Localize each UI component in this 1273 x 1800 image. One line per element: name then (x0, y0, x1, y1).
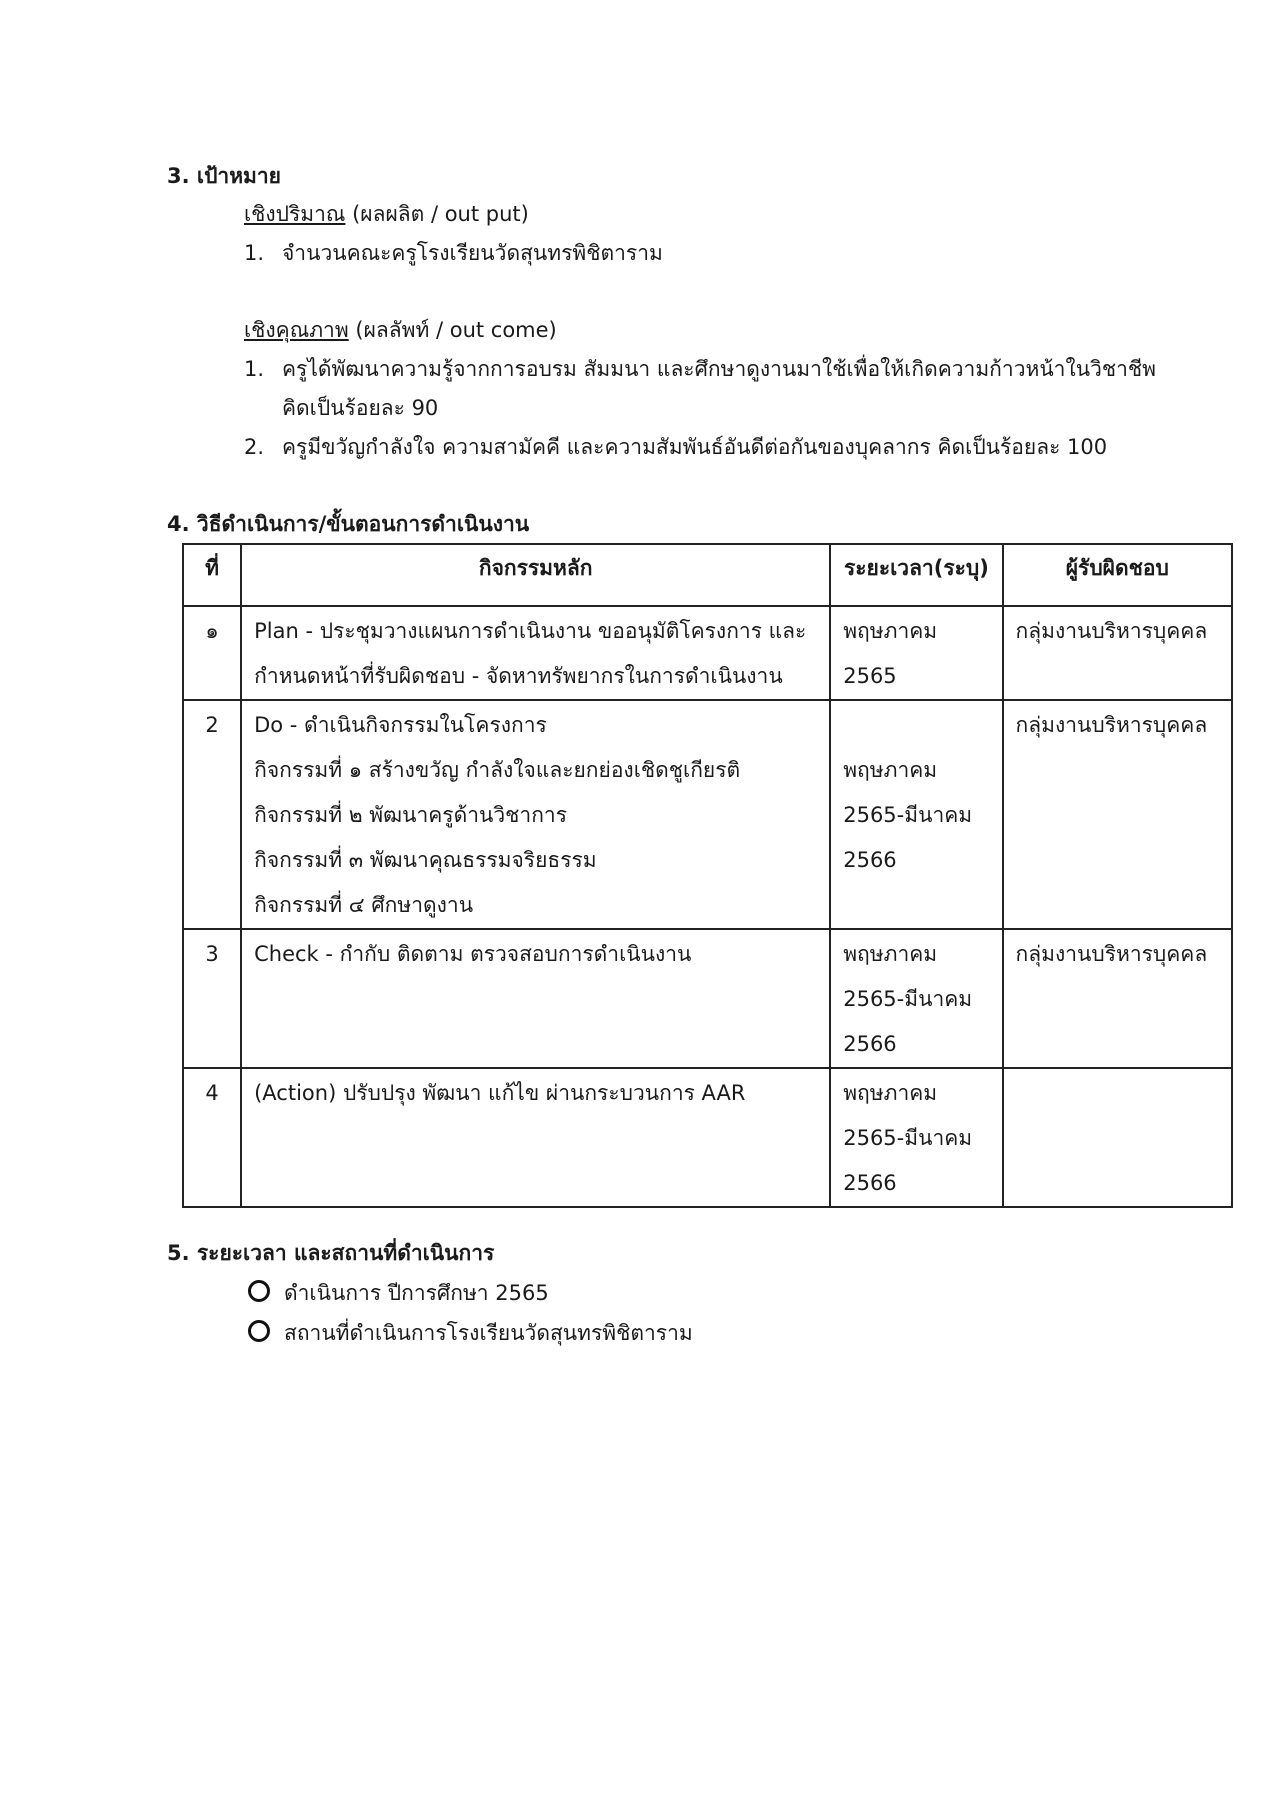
period-line: 2565-มีนาคม (843, 1126, 973, 1150)
table-row (183, 606, 1232, 700)
period-line: 2565-มีนาคม (843, 987, 973, 1011)
activity-line: (Action) ปรับปรุง พัฒนา แก้ไข ผ่านกระบวนการ AAR (254, 1081, 746, 1105)
period-line: 2566 (843, 848, 897, 872)
row-number: 2 (183, 700, 241, 929)
row-activity (241, 1068, 830, 1207)
quantity-subheading (244, 204, 529, 225)
row-number: 4 (183, 1068, 241, 1207)
quantity-item-1 (244, 243, 663, 264)
period-line: 2566 (843, 1171, 897, 1195)
activity-table (182, 543, 1233, 1208)
column-header-activity: กิจกรรมหลัก (241, 544, 830, 606)
bullet-item (248, 1320, 693, 1344)
quantity-note: (ผลผลิต / out put) (345, 202, 529, 226)
item-number: 2. (244, 435, 265, 459)
quality-subheading (244, 320, 557, 341)
activity-line: กิจกรรมที่ ๑ สร้างขวัญ กำลังใจและยกย่องเชิดชูเกียรติ (254, 758, 741, 782)
period-line: พฤษภาคม (843, 1081, 938, 1105)
period-line: 2565 (843, 664, 897, 688)
period-line: พฤษภาคม (843, 942, 938, 966)
item-text: ครูมีขวัญกำลังใจ ความสามัคคี และความสัมพันธ์อันดีต่อกันของบุคลากร คิดเป็นร้อยละ 100 (282, 435, 1108, 459)
row-activity (241, 606, 830, 700)
period-line: พฤษภาคม (843, 758, 938, 782)
row-period (830, 606, 1002, 700)
row-period (830, 700, 1002, 929)
quality-label: เชิงคุณภาพ (244, 318, 349, 342)
item-number: 1. (244, 241, 265, 265)
row-number: 3 (183, 929, 241, 1068)
circle-bullet-icon (248, 1320, 270, 1342)
activity-line: Plan - ประชุมวางแผนการดำเนินงาน ขออนุมัติโครงการ และ (254, 619, 807, 643)
column-header-period: ระยะเวลา(ระบุ) (830, 544, 1002, 606)
row-owner: กลุ่มงานบริหารบุคคล (1003, 606, 1232, 700)
table-header-row (183, 544, 1232, 606)
quality-item-1-continued: คิดเป็นร้อยละ 90 (282, 396, 439, 420)
period-line: 2566 (843, 1032, 897, 1056)
quantity-label: เชิงปริมาณ (244, 202, 346, 226)
quality-item-2 (244, 437, 1107, 458)
section-4-heading: 4. วิธีดำเนินการ/ขั้นตอนการดำเนินงาน (167, 512, 530, 536)
table-row (183, 700, 1232, 929)
table-row (183, 1068, 1232, 1207)
circle-bullet-icon (248, 1280, 270, 1302)
column-header-owner: ผู้รับผิดชอบ (1003, 544, 1232, 606)
row-activity (241, 929, 830, 1068)
row-owner: กลุ่มงานบริหารบุคคล (1003, 700, 1232, 929)
column-header-no: ที่ (183, 544, 241, 606)
bullet-text: สถานที่ดำเนินการโรงเรียนวัดสุนทรพิชิตาราม (284, 1321, 693, 1345)
activity-line: Do - ดำเนินกิจกรรมในโครงการ (254, 713, 547, 737)
item-text: จำนวนคณะครูโรงเรียนวัดสุนทรพิชิตาราม (282, 241, 663, 265)
period-line: พฤษภาคม (843, 619, 938, 643)
item-number: 1. (244, 357, 265, 381)
bullet-item (248, 1280, 549, 1304)
quality-item-1 (244, 359, 1156, 380)
table-row (183, 929, 1232, 1068)
activity-line: กิจกรรมที่ ๓ พัฒนาคุณธรรมจริยธรรม (254, 848, 597, 872)
row-period (830, 1068, 1002, 1207)
section-3-heading: 3. เป้าหมาย (167, 164, 281, 188)
row-number: ๑ (183, 606, 241, 700)
quality-note: (ผลลัพท์ / out come) (348, 318, 557, 342)
row-activity (241, 700, 830, 929)
row-period (830, 929, 1002, 1068)
section-5-heading: 5. ระยะเวลา และสถานที่ดำเนินการ (167, 1241, 495, 1265)
row-owner (1003, 1068, 1232, 1207)
activity-line: กิจกรรมที่ ๔ ศึกษาดูงาน (254, 893, 474, 917)
row-owner: กลุ่มงานบริหารบุคคล (1003, 929, 1232, 1068)
period-line: 2565-มีนาคม (843, 803, 973, 827)
activity-line: Check - กำกับ ติดตาม ตรวจสอบการดำเนินงาน (254, 942, 692, 966)
bullet-text: ดำเนินการ ปีการศึกษา 2565 (284, 1281, 549, 1305)
item-text: ครูได้พัฒนาความรู้จากการอบรม สัมมนา และศึกษาดูงานมาใช้เพื่อให้เกิดความก้าวหน้าในวิชาชีพ (282, 357, 1157, 381)
activity-line: กิจกรรมที่ ๒ พัฒนาครูด้านวิชาการ (254, 803, 567, 827)
activity-line: กำหนดหน้าที่รับผิดชอบ - จัดหาทรัพยากรในการดำเนินงาน (254, 664, 783, 688)
